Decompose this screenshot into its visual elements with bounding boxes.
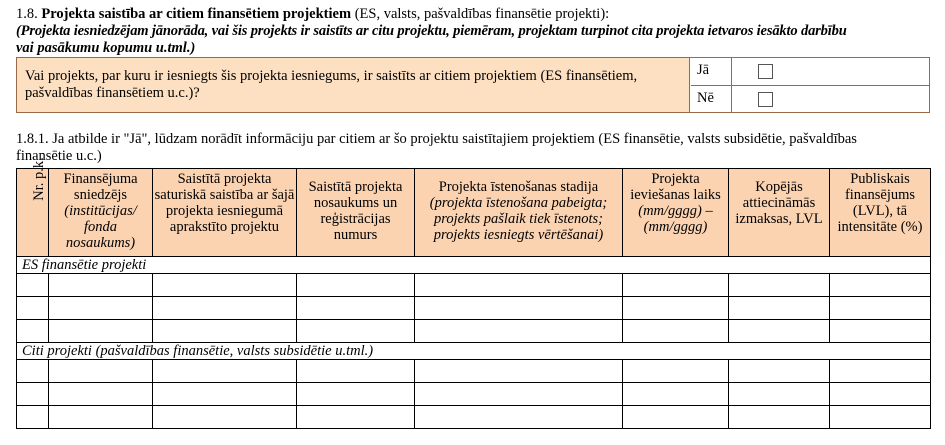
section-row-other: Citi projekti (pašvaldības finansētie, valsts subsidētie u.tml.) bbox=[17, 343, 931, 360]
option-ja[interactable] bbox=[691, 58, 929, 85]
col-header-nr: Nr. p.k. bbox=[17, 169, 49, 257]
col-header-stage: Projekta īstenošanas stadija (projekta īstenošana pabeigta; projekts pašlaik tiek īstenots; projekts iesniegts vērtēšanai) bbox=[415, 169, 623, 257]
checkbox-ne[interactable] bbox=[758, 92, 773, 107]
section-title-suffix: (ES, valsts, pašvaldības finansētie projekti): bbox=[351, 6, 610, 22]
question-text: Vai projekts, par kuru ir iesniegts šis projekta iesniegums, ir saistīts ar citiem projektiem (ES finansētiem, pašvaldības finansētiem u.c.)? bbox=[17, 58, 690, 112]
subsection-text: 1.8.1. Ja atbilde ir "Jā", lūdzam norādīt informāciju par citiem ar šo projektu saistītajiem projektiem (ES finansētie, valsts subsidētie, pašvaldības finansētie u.c.) bbox=[16, 131, 857, 164]
section-heading: 1.8. Projekta saistība ar citiem finansētiem projektiem (ES, valsts, pašvaldības finansētie projekti): bbox=[16, 6, 610, 22]
question-box bbox=[16, 57, 930, 113]
option-ne-label: Nē bbox=[697, 90, 714, 106]
section-title: Projekta saistība ar citiem finansētiem projektiem bbox=[41, 6, 352, 22]
option-ne[interactable] bbox=[691, 86, 929, 113]
col-header-name: Saistītā projekta nosaukums un reģistrācijas numurs bbox=[297, 169, 415, 257]
section-note: (Projekta iesniedzējam jānorāda, vai šis projekts ir saistīts ar citu projektu, piemēram, projektam turpinot cita projekta ietvaros iesākto darbību vai pasākumu kopumu u.tml.) bbox=[16, 23, 847, 56]
table-row bbox=[17, 406, 931, 429]
col-header-funder: Finansējuma sniedzējs (institūcijas/ fonda nosaukums) bbox=[49, 169, 153, 257]
col-header-time: Projekta ieviešanas laiks (mm/gggg) – (mm/gggg) bbox=[623, 169, 729, 257]
table-row bbox=[17, 274, 931, 297]
table-row bbox=[17, 320, 931, 343]
col-header-relation: Saistītā projekta saturiskā saistība ar šajā projekta iesniegumā aprakstīto projektu bbox=[153, 169, 297, 257]
option-ja-label: Jā bbox=[697, 62, 710, 78]
col-header-public-funding: Publiskais finansējums (LVL), tā intensitāte (%) bbox=[830, 169, 931, 257]
related-projects-table bbox=[16, 157, 931, 429]
col-header-costs: Kopējās attiecināmās izmaksas, LVL bbox=[729, 169, 830, 257]
table-row bbox=[17, 360, 931, 383]
checkbox-ja[interactable] bbox=[758, 64, 773, 79]
section-row-eu: ES finansētie projekti bbox=[17, 257, 931, 274]
table-row bbox=[17, 383, 931, 406]
table-row bbox=[17, 297, 931, 320]
